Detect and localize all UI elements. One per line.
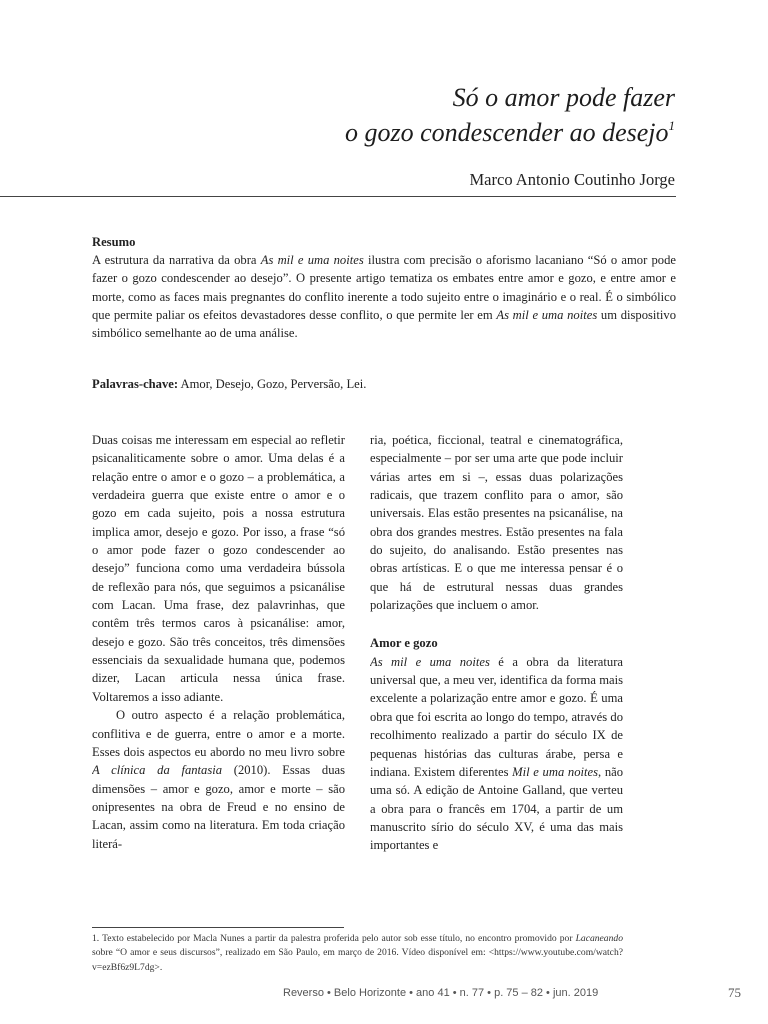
- book-title: A clínica da fantasia: [92, 763, 223, 778]
- title-line-2: o gozo condescender ao desejo: [345, 118, 669, 147]
- abstract-text-1: A estrutura da narrativa da obra: [92, 253, 261, 268]
- abstract-work-title: As mil e uma noites: [260, 253, 364, 268]
- header-divider: [0, 196, 676, 197]
- author-name: Marco Antonio Coutinho Jorge: [469, 170, 675, 189]
- body-column-right: [370, 431, 623, 901]
- footnote-text-2[interactable]: sobre “O amor e seus discursos”, realizado em São Paulo, em março de 2016. Vídeo disponível em: <https://www.youtube.com/watch?v=ezBf6z9L7dg>.: [92, 947, 623, 973]
- article-title: [345, 80, 675, 150]
- footer-citation: Reverso • Belo Horizonte • ano 41 • n. 77 • p. 75 – 82 • jun. 2019: [283, 987, 599, 999]
- footnote-italic: Lacaneando: [575, 933, 623, 944]
- keywords: [92, 375, 676, 393]
- keywords-text: Amor, Desejo, Gozo, Perversão, Lei.: [178, 377, 367, 391]
- footnote-divider: [92, 927, 344, 928]
- abstract: [92, 233, 676, 342]
- body-column-left: [92, 431, 345, 896]
- abstract-text-2: ilustra com precisão o aforismo lacaniano “Só o amor pode fazer o gozo condescender ao desejo”. O presente artigo tematiza os embates entre amor e gozo, e entre amor e morte, como as faces mais pregnantes do conflito inerente a todo sujeito entre o imaginário e o real. É o simbólico que permite paliar os efeitos devastadores desse conflito, o que permite ler em: [92, 253, 676, 322]
- abstract-work-title-2: As mil e uma noites: [496, 307, 598, 322]
- footnote: [92, 932, 623, 975]
- body-paragraph-2: [92, 706, 345, 853]
- body-paragraph-3: ria, poética, ficcional, teatral e cinematográfica, especialmente – por ser uma arte que pode incluir várias artes em si –, essas duas polarizações radicais, que trazem conflito para o amor, são universais. Elas estão presentes na psicanálise, na obra dos grandes mestres. Estão presentes na fala do sujeito, do analisando. Estão presentes nas obras artísticas. E o que me interessa pensar é o que há de estrutural nessas duas grandes polarizações que incluem o amor.: [370, 433, 623, 613]
- section-title: Amor e gozo: [370, 636, 438, 651]
- body-paragraph-4-text-a: é a obra da literatura universal que, a meu ver, identifica da forma mais excelente a polarização entre amor e gozo. É uma obra que foi escrita ao longo do tempo, através do recolhimento realizado a partir do século IX de pequenas histórias das culturas árabe, persa e indiana. Existem diferentes: [370, 654, 623, 779]
- abstract-label: Resumo: [92, 235, 136, 249]
- keywords-label: Palavras-chave:: [92, 377, 179, 391]
- footnote-text-1: 1. Texto estabelecido por Macla Nunes a partir da palestra proferida pelo autor sob esse título, no encontro promovido por: [92, 933, 576, 944]
- title-line-1: Só o amor pode fazer: [452, 83, 675, 112]
- body-paragraph-2-text-b: (2010). Essas duas dimensões – amor e gozo, amor e morte – são onipresentes na obra de Freud e no ensino de Lacan, assim como na literatura. Em toda criação literá-: [92, 763, 345, 851]
- page-number: 75: [728, 985, 741, 1000]
- body-paragraph-1: Duas coisas me interessam em especial ao refletir psicanaliticamente sobre o amor. Uma delas é a relação entre o amor e o gozo – a problemática, a verdadeira guerra que existe entre o amor e o gozo em cada sujeito, pois a nossa estrutura implica amor, desejo e gozo. Por isso, a frase “só o amor pode fazer o gozo condescender ao desejo” funciona como uma verdadeira bússola de reflexão para nós, que seguimos a psicanálise com Lacan. Uma frase, dez palavrinhas, que contêm três termos caros à psicanálise: amor, desejo e gozo. São três conceitos, três dimensões essenciais da sexualidade humana que, podemos dizer, Lacan articula nessa única frase. Voltaremos a isso adiante.: [92, 433, 345, 704]
- body-paragraph-4-text-b: , não uma só. A edição de Antoine Galland, que verteu a obra para o francês em 1704, a partir de um manuscrito sírio do século XV, é uma das mais importantes e: [370, 764, 623, 853]
- work-title-2: Mil e uma noites: [512, 764, 598, 779]
- abstract-text: [92, 253, 676, 340]
- body-paragraph-2-text-a: O outro aspecto é a relação problemática, conflitiva e de guerra, entre o amor e a morte. Esses dois aspectos eu abordo no meu livro sobre: [92, 708, 345, 759]
- body-paragraph-4: [370, 653, 623, 855]
- work-title: As mil e uma noites: [370, 654, 490, 669]
- title-footnote-mark[interactable]: 1: [668, 118, 675, 133]
- abstract-text-3: um dispositivo simbólico semelhante ao de uma análise.: [92, 307, 677, 341]
